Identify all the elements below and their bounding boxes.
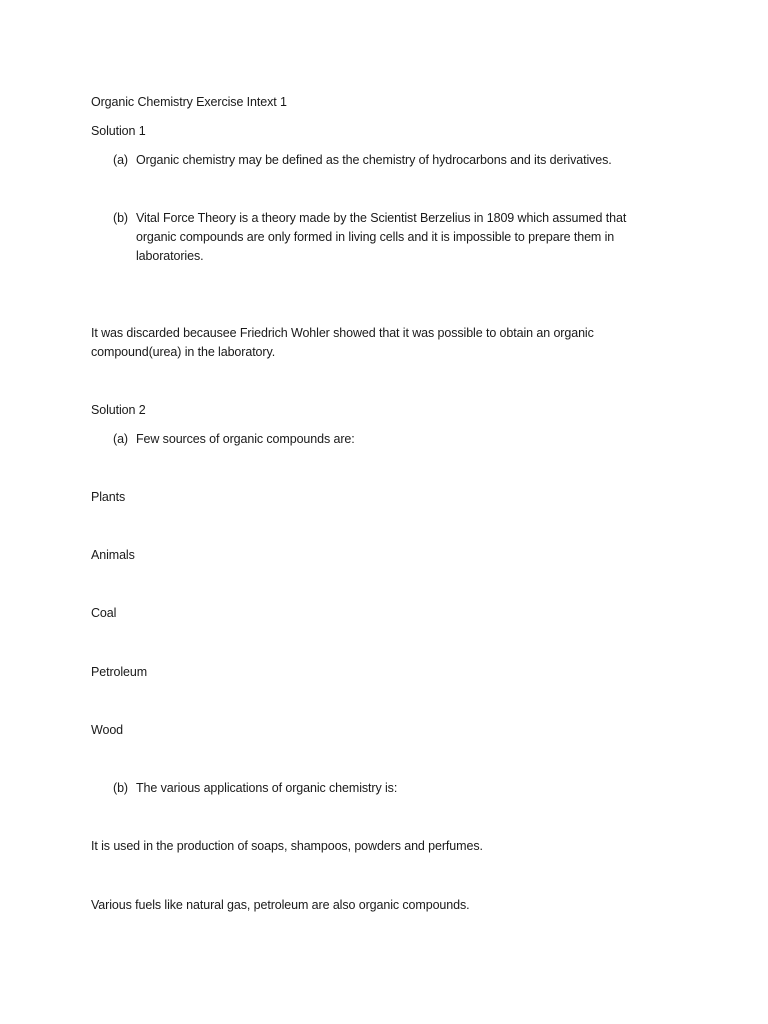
item-text: Vital Force Theory is a theory made by the Scientist Berzelius in 1809 which assumed that organic compounds are only formed in living cells and it is impossible to prepare them in laboratories. [136, 211, 627, 263]
item-marker: (a) [113, 153, 128, 167]
discarded-paragraph: It was discarded becausee Friedrich Wohler showed that it was possible to obtain an organic compound(urea) in the laboratory. [91, 326, 594, 359]
source-item: Coal [91, 606, 117, 620]
item-marker: (b) [113, 781, 128, 795]
solution-1-heading: Solution 1 [91, 124, 146, 138]
item-marker: (a) [113, 432, 128, 446]
source-item: Petroleum [91, 665, 148, 679]
document-title: Organic Chemistry Exercise Intext 1 [91, 95, 287, 109]
source-item: Wood [91, 723, 124, 737]
application-item: Various fuels like natural gas, petroleum are also organic compounds. [91, 898, 470, 912]
solution-2-heading: Solution 2 [91, 403, 146, 417]
item-text: Organic chemistry may be defined as the chemistry of hydrocarbons and its derivatives. [136, 153, 612, 167]
source-item: Plants [91, 490, 126, 504]
application-item: It is used in the production of soaps, shampoos, powders and perfumes. [91, 839, 483, 853]
source-item: Animals [91, 548, 135, 562]
item-text: Few sources of organic compounds are: [136, 432, 355, 446]
item-text: The various applications of organic chemistry is: [136, 781, 398, 795]
item-marker: (b) [113, 211, 128, 225]
